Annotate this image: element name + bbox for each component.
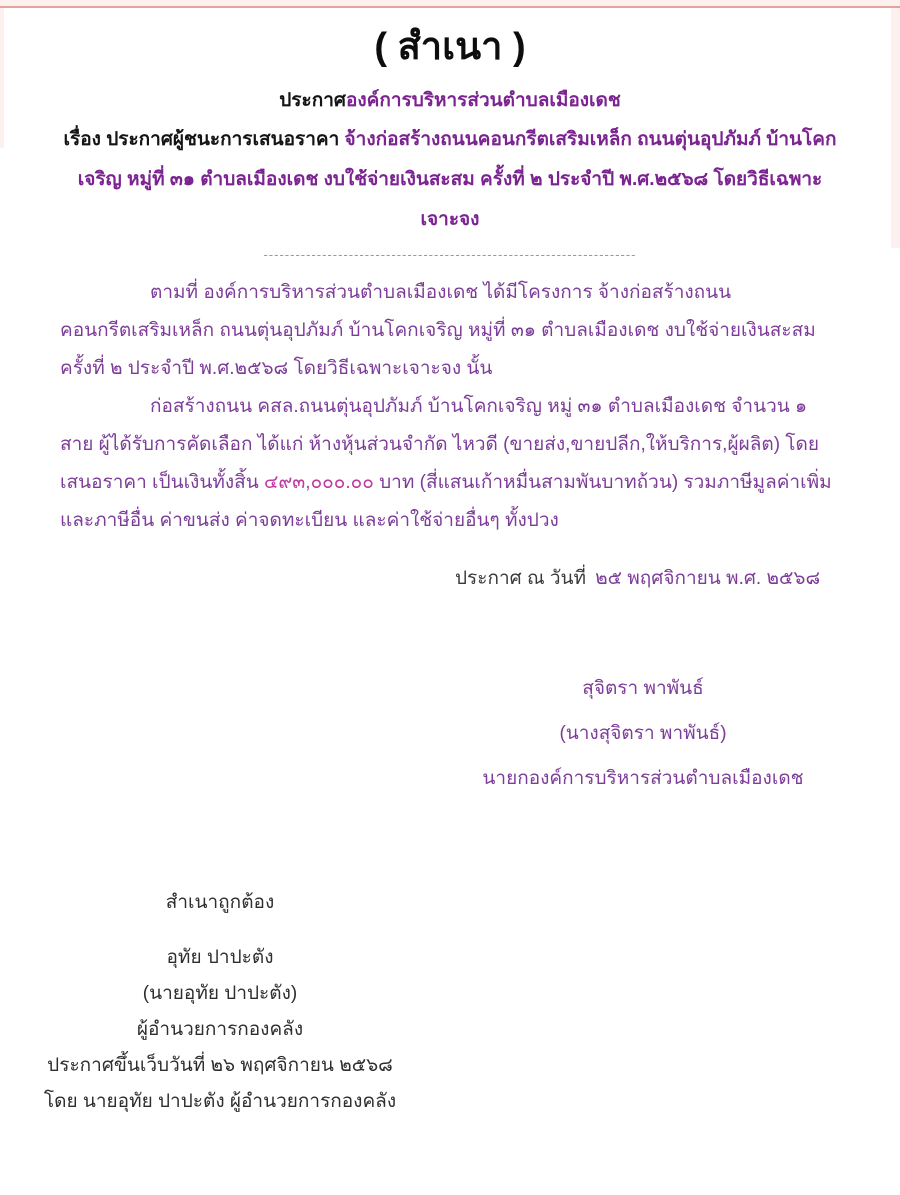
announcement-prefix: ประกาศ bbox=[279, 90, 346, 111]
signer-name-parenthesized: (นางสุจิตรา พาพันธ์) bbox=[559, 723, 727, 744]
web-posted-line: ประกาศขึ้นเว็บวันที่ ๒๖ พฤศจิกายน ๒๕๖๘ bbox=[47, 1055, 393, 1076]
certifier-name-parenthesized: (นายอุทัย ปาปะตัง) bbox=[142, 983, 298, 1004]
org-announcement-line bbox=[0, 86, 900, 116]
signature-block bbox=[433, 666, 853, 801]
subject-label: เรื่อง ประกาศผู้ชนะการเสนอราคา bbox=[63, 129, 345, 150]
certifier-name: อุทัย ปาปะตัง bbox=[166, 947, 274, 968]
copy-title: ( สำเนา ) bbox=[374, 26, 526, 68]
certified-copy-label: สำเนาถูกต้อง bbox=[165, 892, 275, 913]
announce-date-line bbox=[455, 564, 900, 594]
top-pink-accent-line bbox=[0, 6, 900, 8]
separator-dashes: ---------------------------------------------------------------------- bbox=[263, 247, 637, 262]
body-paragraph-1: ตามที่ องค์การบริหารส่วนตำบลเมืองเดช ได้มีโครงการ จ้างก่อสร้างถนนคอนกรีตเสริมเหล็ก ถนนตุ่นอุปภัมภ์ บ้านโคกเจริญ หมู่ที่ ๓๑ ตำบลเมืองเดช งบใช้จ่ายเงินสะสม ครั้งที่ ๒ ประจำปี พ.ศ.๒๕๖๘ โดยวิธีเฉพาะเจาะจง นั้น bbox=[60, 282, 816, 379]
body-paragraph-2 bbox=[60, 388, 845, 540]
left-pink-edge-strip bbox=[0, 8, 4, 148]
certification-spacer bbox=[30, 921, 410, 940]
announce-date-label: ประกาศ ณ วันที่ bbox=[455, 568, 587, 589]
paragraph-2-lead: ก่อสร้างถนน คสล.ถนนตุ่นอุปภัมภ์ บ้านโคกเจริญ หมู่ ๓๑ ตำบลเมืองเดช จำนวน ๑ สาย ผู้ได้รับการคัดเลือก ได้แก่ ห้างหุ้นส่วนจำกัด ไหวดี (ขายส่ง,ขายปลีก,ให้บริการ,ผู้ผลิต) โดยเสนอราคา เป็นเงินทั้งสิ้น bbox=[60, 396, 819, 493]
right-pink-edge-strip bbox=[891, 8, 900, 248]
posted-by-line: โดย นายอุทัย ปาปะตัง ผู้อำนวยการกองคลัง bbox=[43, 1091, 397, 1112]
certifier-title: ผู้อำนวยการกองคลัง bbox=[136, 1019, 304, 1040]
announce-date-value: ๒๕ พฤศจิกายน พ.ศ. ๒๕๖๘ bbox=[595, 568, 821, 589]
subject-line bbox=[50, 120, 850, 240]
subject-detail: จ้างก่อสร้างถนนคอนกรีตเสริมเหล็ก ถนนตุ่นอุปภัมภ์ บ้านโคกเจริญ หมู่ที่ ๓๑ ตำบลเมืองเดช งบใช้จ่ายเงินสะสม ครั้งที่ ๒ ประจำปี พ.ศ.๒๕๖๘ โดยวิธีเฉพาะเจาะจง bbox=[77, 129, 837, 230]
signer-title: นายกองค์การบริหารส่วนตำบลเมืองเดช bbox=[482, 768, 804, 789]
signer-name: สุจิตรา พาพันธ์ bbox=[582, 678, 704, 699]
body-text bbox=[60, 274, 845, 540]
paragraph-2-tail: บาท (สี่แสนเก้าหมื่นสามพันบาทถ้วน) รวมภาษีมูลค่าเพิ่มและภาษีอื่น ค่าขนส่ง ค่าจดทะเบียน และค่าใช้จ่ายอื่นๆ ทั้งปวง bbox=[60, 472, 832, 531]
certification-block bbox=[30, 885, 410, 1120]
contract-amount: ๔๙๓,๐๐๐.๐๐ bbox=[264, 472, 374, 493]
org-name: องค์การบริหารส่วนตำบลเมืองเดช bbox=[345, 90, 621, 111]
